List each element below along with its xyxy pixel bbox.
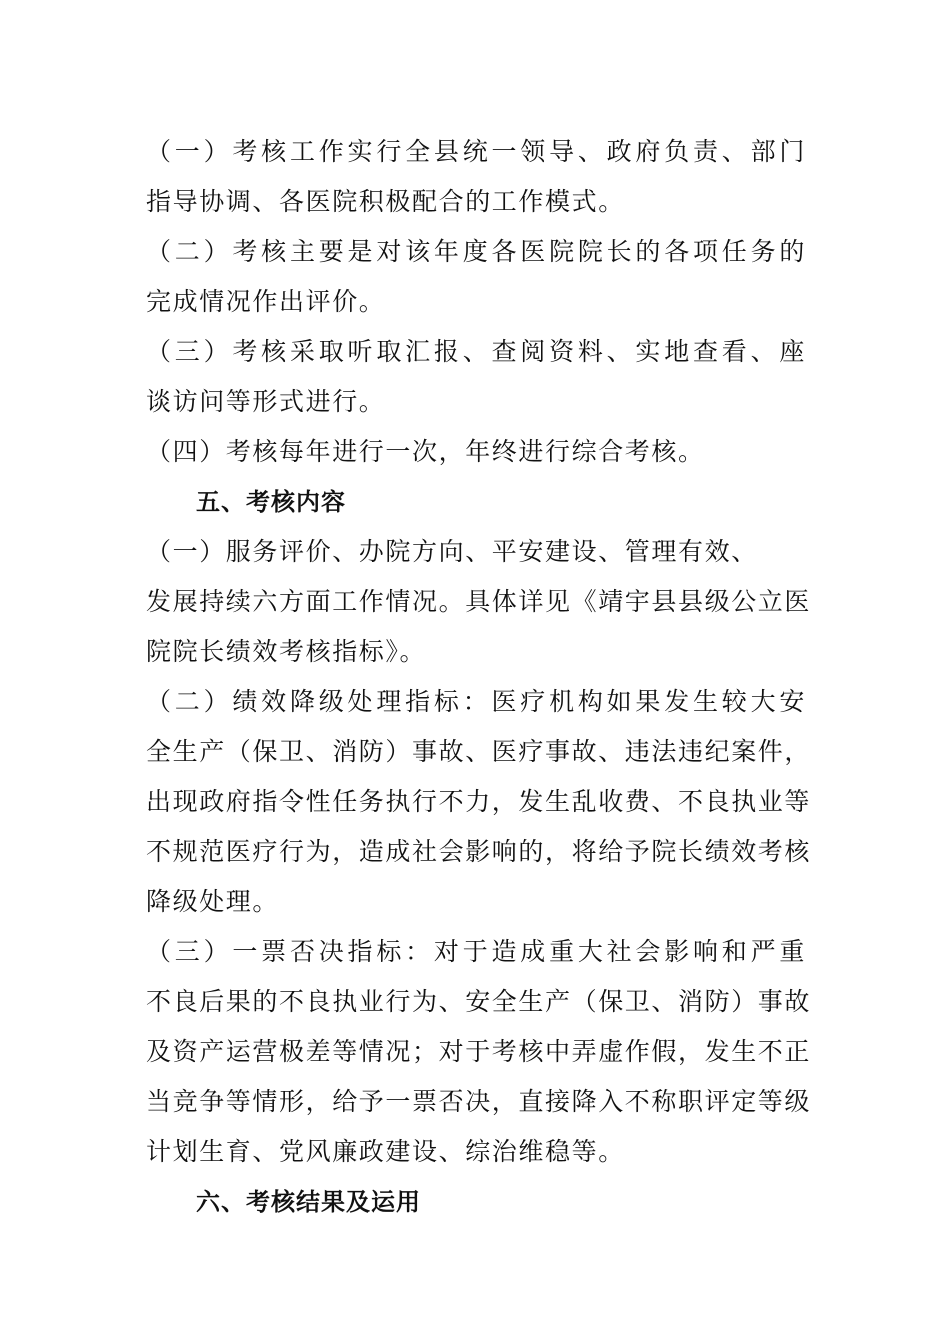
paragraph-6-line-2: 全生产（保卫、消防）事故、医疗事故、违法违纪案件， <box>146 737 812 766</box>
section-heading-6: 六、考核结果及运用 <box>196 1188 421 1216</box>
paragraph-7-line-4: 当竞争等情形，给予一票否决，直接降入不称职评定等级 <box>146 1087 812 1116</box>
paragraph-7-line-1: （三）一票否决指标：对于造成重大社会影响和严重 <box>146 937 806 966</box>
paragraph-6-line-4: 不规范医疗行为，造成社会影响的，将给予院长绩效考核 <box>146 837 812 866</box>
paragraph-7-line-2: 不良后果的不良执业行为、安全生产（保卫、消防）事故 <box>146 987 812 1016</box>
paragraph-3-line-1: （三）考核采取听取汇报、查阅资料、实地查看、座 <box>146 337 806 366</box>
paragraph-5-line-3: 院院长绩效考核指标》。 <box>146 637 427 666</box>
paragraph-2-line-2: 完成情况作出评价。 <box>146 287 386 316</box>
paragraph-5-line-1: （一）服务评价、办院方向、平安建设、管理有效、 <box>146 537 758 566</box>
paragraph-6-line-5: 降级处理。 <box>146 887 280 916</box>
paragraph-3-line-2: 谈访问等形式进行。 <box>146 387 386 416</box>
paragraph-7-line-3: 及资产运营极差等情况；对于考核中弄虚作假，发生不正 <box>146 1037 812 1066</box>
paragraph-5-line-2: 发展持续六方面工作情况。具体详见《靖宇县县级公立医 <box>146 587 812 616</box>
paragraph-4-line-1: （四）考核每年进行一次，年终进行综合考核。 <box>146 437 705 466</box>
section-heading-5: 五、考核内容 <box>196 488 346 516</box>
paragraph-7-line-5: 计划生育、党风廉政建设、综治维稳等。 <box>146 1137 625 1166</box>
paragraph-1-line-1: （一）考核工作实行全县统一领导、政府负责、部门 <box>146 137 806 166</box>
paragraph-6-line-3: 出现政府指令性任务执行不力，发生乱收费、不良执业等 <box>146 787 812 816</box>
paragraph-6-line-1: （二）绩效降级处理指标：医疗机构如果发生较大安 <box>146 687 806 716</box>
paragraph-1-line-2: 指导协调、各医院积极配合的工作模式。 <box>146 187 625 216</box>
paragraph-2-line-1: （二）考核主要是对该年度各医院院长的各项任务的 <box>146 237 806 266</box>
